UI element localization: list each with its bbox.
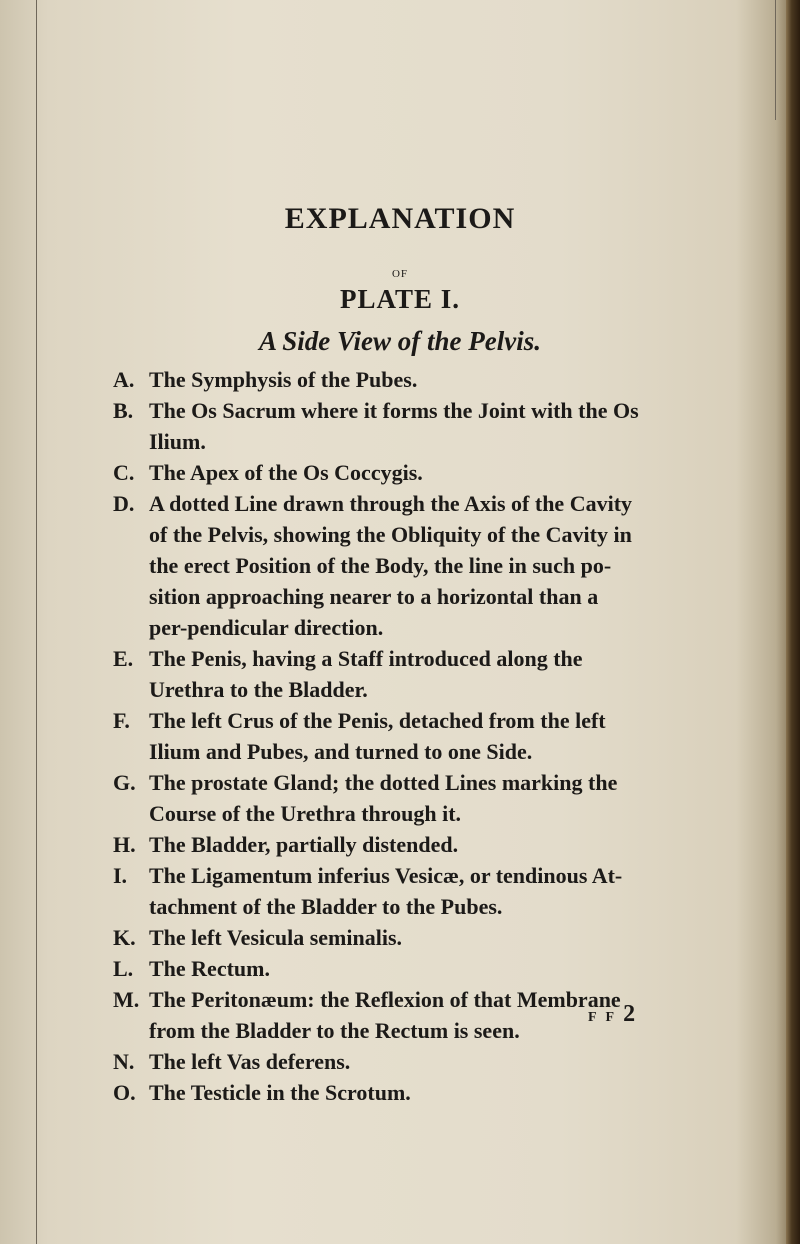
legend-list — [0, 364, 800, 1108]
margin-line — [775, 0, 776, 120]
legend-letter: I. — [113, 863, 128, 888]
page-title: EXPLANATION — [284, 202, 516, 235]
legend-text: The Testicle in the Scrotum. — [149, 1080, 411, 1105]
legend-text: The Symphysis of the Pubes. — [149, 367, 418, 392]
legend-entry — [0, 643, 639, 705]
legend-letter: O. — [113, 1080, 136, 1105]
legend-entry — [0, 1077, 639, 1108]
legend-entry — [0, 829, 639, 860]
legend-letter: K. — [113, 925, 136, 950]
legend-letter: A. — [113, 367, 135, 392]
legend-letter: C. — [113, 460, 135, 485]
legend-entry — [0, 984, 639, 1046]
legend-text: The left Crus of the Penis, detached from the left Ilium and Pubes, and turned to one Side. — [149, 708, 606, 764]
legend-letter: L. — [113, 956, 134, 981]
signature-letters: F F — [588, 1010, 617, 1025]
plate-title: PLATE I. — [339, 284, 461, 314]
legend-text: The Ligamentum inferius Vesicæ, or tendinous At-tachment of the Bladder to the Pubes. — [149, 863, 623, 919]
legend-text: The Rectum. — [149, 956, 270, 981]
legend-letter: N. — [113, 1049, 135, 1074]
legend-entry — [0, 488, 639, 643]
legend-letter: B. — [113, 398, 134, 423]
legend-entry — [0, 922, 639, 953]
legend-text: The prostate Gland; the dotted Lines marking the Course of the Urethra through it. — [149, 770, 618, 826]
legend-entry — [0, 457, 639, 488]
legend-entry — [0, 1046, 639, 1077]
legend-text: A dotted Line drawn through the Axis of the Cavity of the Pelvis, showing the Obliquity of the Cavity in the erect Position of the Body, the line in such po-sition approaching nearer to a horizontal than a per-pendicular direction. — [149, 491, 633, 640]
legend-entry — [0, 705, 639, 767]
legend-letter: E. — [113, 646, 134, 671]
legend-text: The Apex of the Os Coccygis. — [149, 460, 423, 485]
legend-entry — [0, 860, 639, 922]
legend-text: The left Vas deferens. — [149, 1049, 351, 1074]
signature-number: 2 — [623, 1001, 636, 1027]
signature-mark — [588, 1001, 635, 1028]
legend-text: The Os Sacrum where it forms the Joint with the Os Ilium. — [149, 398, 639, 454]
legend-text: The Peritonæum: the Reflexion of that Membrane from the Bladder to the Rectum is seen. — [149, 987, 621, 1043]
legend-text: The left Vesicula seminalis. — [149, 925, 403, 950]
legend-text: The Bladder, partially distended. — [149, 832, 459, 857]
legend-entry — [0, 767, 639, 829]
legend-entry — [0, 395, 639, 457]
plate-subtitle: A Side View of the Pelvis. — [259, 326, 541, 356]
legend-letter: M. — [113, 987, 140, 1012]
legend-text: The Penis, having a Staff introduced along the Urethra to the Bladder. — [149, 646, 583, 702]
legend-entry — [0, 953, 639, 984]
legend-letter: F. — [113, 708, 130, 733]
legend-letter: H. — [113, 832, 136, 857]
title-connector: OF — [391, 268, 409, 280]
legend-entry — [0, 364, 639, 395]
legend-letter: D. — [113, 491, 135, 516]
legend-letter: G. — [113, 770, 136, 795]
